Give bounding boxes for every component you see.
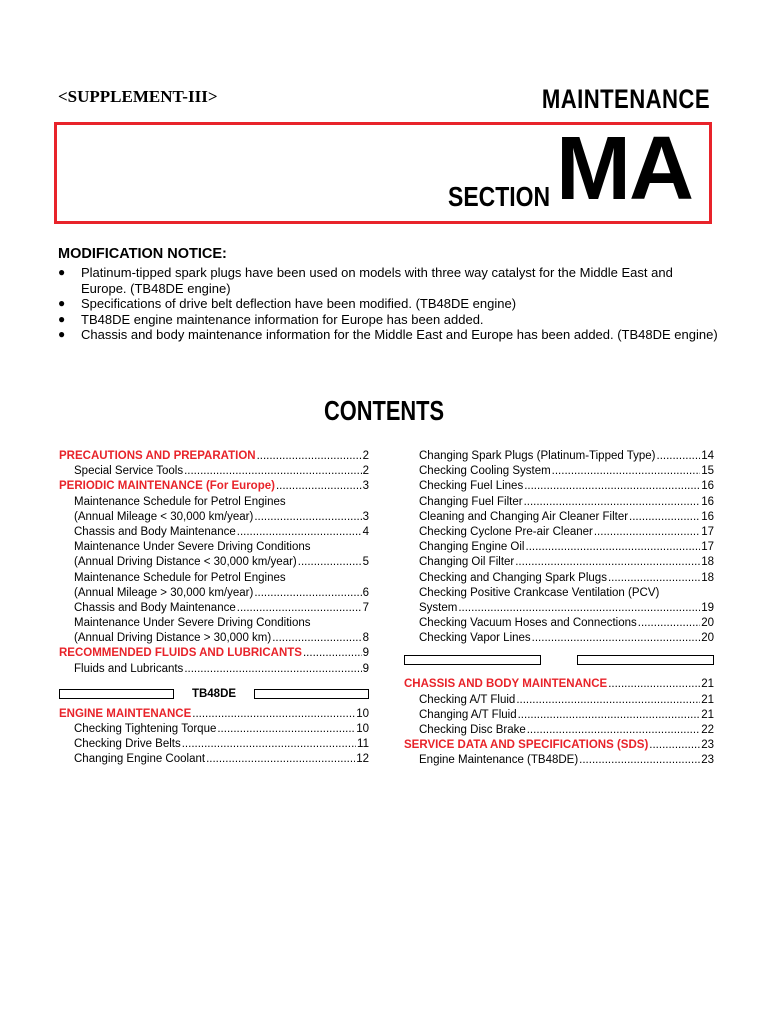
dot-leader [237,601,362,616]
toc-page-number: 16 [701,495,714,508]
toc-entry-title: Checking Vacuum Hoses and Connections [419,617,637,630]
notice-item [58,312,718,328]
toc-section-link[interactable] [59,479,369,494]
tab-label: TB48DE [191,687,237,700]
toc-entry-link[interactable] [404,464,714,479]
toc-page-number: 20 [701,617,714,630]
toc-page-number: 20 [701,632,714,645]
dot-leader [184,464,362,479]
toc-entry-title: Changing Oil Filter [419,556,515,569]
toc-right-column [404,449,714,769]
toc-entry-title: Changing Spark Plugs (Platinum-Tipped Type) [419,450,656,462]
toc-entry-title: Checking Tightening Torque [74,723,217,735]
toc-entry-link[interactable] [404,601,714,616]
notice-heading: MODIFICATION NOTICE: [58,246,227,262]
toc-entry-title: Fluids and Lubricants [74,662,184,675]
dot-leader [257,449,362,464]
dot-leader [515,555,700,570]
toc-page-number: 12 [356,753,369,766]
toc-entry-link[interactable] [59,540,369,555]
dot-leader [608,677,700,692]
dot-leader [192,707,355,722]
tab-box [254,689,369,699]
dot-leader [458,601,700,616]
toc-page-number: 19 [701,601,714,614]
notice-item-text: Platinum-tipped spark plugs have been used on models with three way catalyst for the Middle East and Europe. (TB48DE engine) [81,265,673,296]
toc-left-column [59,449,369,768]
toc-entry-link[interactable] [404,555,714,570]
toc-page-number: 18 [701,556,714,569]
toc-page-number: 17 [701,525,714,538]
toc-page-number: 2 [362,450,369,462]
dot-leader [516,693,700,708]
toc-entry-title: Checking Disc Brake [419,724,526,736]
toc-entry-title: (Annual Mileage > 30,000 km/year) [74,586,254,599]
toc-entry-link[interactable] [59,601,369,616]
dot-leader [182,737,356,752]
bullet-icon: ● [58,327,66,341]
toc-entry-title: Checking Drive Belts [74,738,181,751]
toc-page-number: 4 [362,525,369,538]
dot-leader [579,753,700,768]
dot-leader [206,752,355,767]
toc-page-number: 9 [362,647,369,660]
toc-page-number: 15 [701,465,714,478]
toc-entry-title: Checking A/T Fluid [419,693,516,706]
toc-entry-link[interactable] [404,571,714,586]
dot-leader [298,555,362,570]
toc-entry-link[interactable] [59,586,369,601]
toc-entry-title: Changing Fuel Filter [419,495,523,508]
toc-entry-link[interactable] [404,525,714,540]
dot-leader [552,464,701,479]
toc-entry-title: Checking Cyclone Pre-air Cleaner [419,525,593,538]
toc-page-number: 22 [701,724,714,736]
toc-section-link[interactable] [59,707,369,722]
notice-item [58,327,718,343]
dot-leader [638,616,700,631]
toc-page-number: 16 [701,480,714,493]
toc-entry-link[interactable] [59,752,369,767]
toc-entry-title: System [419,601,458,614]
toc-entry-title: Chassis and Body Maintenance [74,601,236,614]
toc-page-number: 3 [362,480,369,493]
toc-entry-title: (Annual Driving Distance < 30,000 km/year) [74,556,297,569]
toc-right-list [404,449,714,646]
notice-item [58,296,718,312]
toc-page-number: 10 [356,723,369,735]
toc-left-list [59,449,369,677]
toc-entry-title: Checking Cooling System [419,465,551,478]
toc-entry-title: (Annual Mileage < 30,000 km/year) [74,510,254,523]
dot-leader [254,510,361,525]
toc-entry-link[interactable] [59,631,369,646]
toc-entry-title: Checking Fuel Lines [419,480,524,493]
tab-box [59,689,174,699]
notice-item-text: Specifications of drive belt deflection have been modified. (TB48DE engine) [81,296,517,311]
contents-heading: CONTENTS [323,395,445,426]
dot-leader [303,646,362,661]
tab-divider-right [404,649,714,671]
toc-entry-link[interactable] [59,464,369,479]
toc-page-number: 3 [362,510,369,523]
toc-section-link[interactable] [404,677,714,692]
section-code: MA [556,119,692,219]
tab-divider [59,683,369,705]
dot-leader [272,631,361,646]
dot-leader [254,586,361,601]
toc-entry-link[interactable] [59,510,369,525]
bullet-icon: ● [58,296,66,310]
toc-section-link[interactable] [59,449,369,464]
supplement-label: <SUPPLEMENT-III> [58,87,218,106]
toc-page-number: 5 [362,556,369,569]
section-title: MAINTENANCE [541,84,710,114]
toc-entry-link[interactable] [59,737,369,752]
toc-entry-link[interactable] [404,540,714,555]
toc-left-list-2 [59,707,369,768]
toc-page-number: 17 [701,541,714,554]
toc-entry-title: Changing A/T Fluid [419,708,517,721]
toc-entry-link[interactable] [404,495,714,510]
dot-leader [518,708,701,723]
notice-list [58,265,718,343]
dot-leader [184,662,361,677]
toc-entry-title: Changing Engine Coolant [74,753,206,766]
toc-entry-title: Checking Positive Crankcase Ventilation (PCV) [419,586,660,599]
toc-entry-title: CHASSIS AND BODY MAINTENANCE [404,678,608,691]
toc-entry-link[interactable] [404,449,714,464]
toc-entry-title: Maintenance Under Severe Driving Conditions [74,617,311,630]
dot-leader [276,479,362,494]
toc-entry-title: Maintenance Under Severe Driving Conditions [74,541,311,554]
toc-page-number: 9 [362,662,369,675]
dot-leader [649,738,700,753]
dot-leader [657,449,701,464]
toc-entry-title: Maintenance Schedule for Petrol Engines [74,571,286,584]
toc-page-number: 7 [362,601,369,614]
toc-entry-link[interactable] [404,510,714,525]
toc-page-number: 10 [356,707,369,720]
dot-leader [532,631,701,646]
notice-item-text: Chassis and body maintenance information for the Middle East and Europe has been added. (TB48DE engine) [81,327,718,342]
toc-entry-link[interactable] [404,708,714,723]
toc-page-number: 8 [362,632,369,645]
dot-leader [594,525,700,540]
toc-page-number: 23 [701,739,714,752]
toc-entry-link[interactable] [404,723,714,738]
bullet-icon: ● [58,311,66,326]
toc-page-number: 21 [701,678,714,691]
toc-page-number: 21 [701,693,714,706]
toc-entry-title: PRECAUTIONS AND PREPARATION [59,450,256,462]
toc-section-link[interactable] [404,738,714,753]
tab-box [577,655,714,665]
toc-page-number: 23 [701,754,714,767]
bullet-icon: ● [58,265,66,279]
toc-entry-title: Chassis and Body Maintenance [74,525,236,538]
toc-entry-link[interactable] [404,693,714,708]
dot-leader [527,723,700,738]
toc-entry-link[interactable] [59,555,369,570]
toc-section-link[interactable] [59,646,369,661]
toc-entry-title: RECOMMENDED FLUIDS AND LUBRICANTS [59,647,302,660]
dot-leader [629,510,700,525]
section-word: SECTION [448,181,551,212]
toc-entry-title: SERVICE DATA AND SPECIFICATIONS (SDS) [404,739,649,752]
toc-entry-title: Engine Maintenance (TB48DE) [419,754,579,767]
dot-leader [217,722,355,737]
toc-entry-title: Changing Engine Oil [419,541,525,554]
toc-entry-link[interactable] [59,722,369,737]
toc-entry-title: ENGINE MAINTENANCE [59,707,192,720]
toc-entry-link[interactable] [404,753,714,768]
toc-page-number: 6 [362,586,369,599]
toc-page-number: 21 [701,708,714,721]
dot-leader [237,525,362,540]
dot-leader [524,479,700,494]
toc-entry-link[interactable] [404,586,714,601]
toc-entry-title: Special Service Tools [74,465,184,478]
toc-page-number: 16 [701,510,714,523]
dot-leader [524,495,701,510]
toc-entry-title: Maintenance Schedule for Petrol Engines [74,495,286,508]
toc-entry-title: Checking Vapor Lines [419,632,531,645]
dot-leader [526,540,701,555]
toc-right-list-2 [404,677,714,768]
toc-entry-title: Checking and Changing Spark Plugs [419,571,607,584]
toc-entry-link[interactable] [404,631,714,646]
toc-entry-link[interactable] [404,479,714,494]
toc-entry-title: (Annual Driving Distance > 30,000 km) [74,632,272,645]
toc-entry-link[interactable] [59,525,369,540]
notice-item-text: TB48DE engine maintenance information for Europe has been added. [81,311,484,327]
toc-page-number: 11 [357,738,369,751]
toc-entry-link[interactable] [59,571,369,586]
toc-page-number: 2 [362,465,369,478]
tab-box [404,655,541,665]
toc-entry-link[interactable] [59,662,369,677]
toc-entry-link[interactable] [59,495,369,510]
toc-entry-title: Cleaning and Changing Air Cleaner Filter [419,510,629,523]
toc-entry-title: PERIODIC MAINTENANCE (For Europe) [59,480,275,493]
notice-item [58,265,718,296]
toc-page-number: 14 [701,450,714,462]
toc-entry-link[interactable] [59,616,369,631]
dot-leader [608,571,700,586]
toc-entry-link[interactable] [404,616,714,631]
toc-page-number: 18 [701,571,714,584]
